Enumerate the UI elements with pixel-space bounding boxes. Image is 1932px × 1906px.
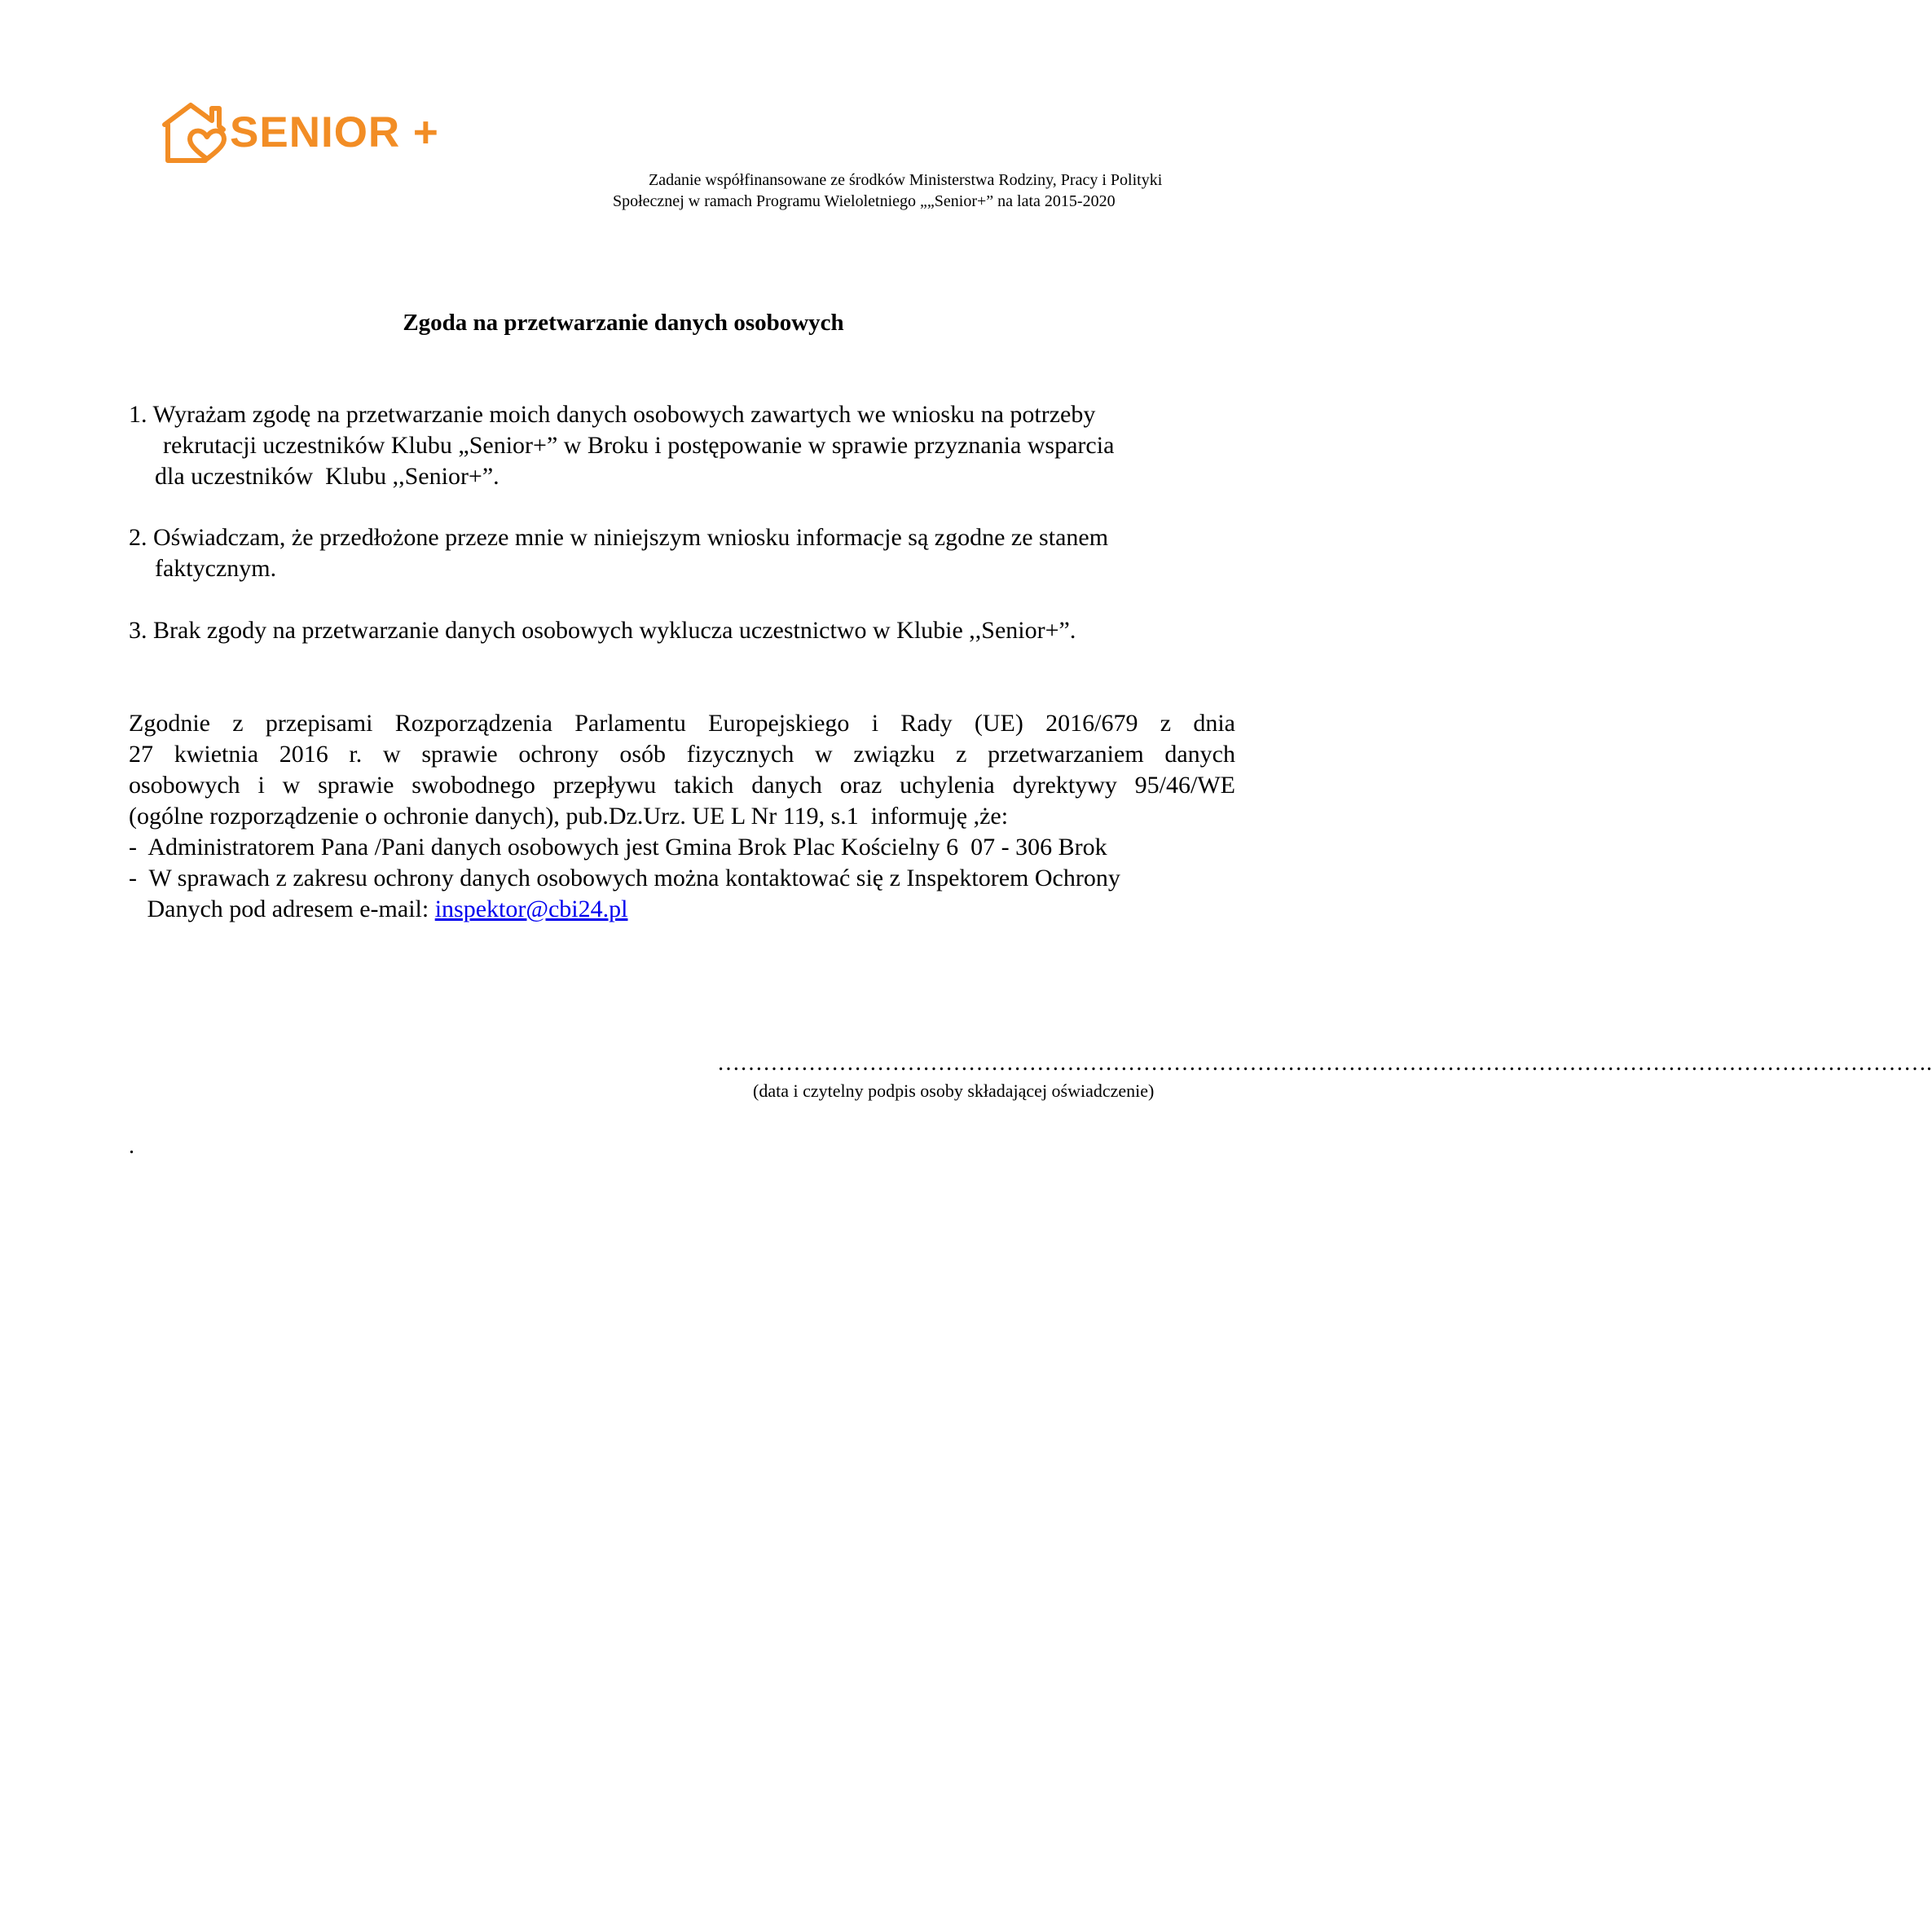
consent-item-2	[129, 522, 1108, 584]
house-heart-icon	[158, 99, 228, 165]
funding-note-line: Zadanie współfinansowane ze środków Ministerstwa Rodziny, Pracy i Polityki	[649, 171, 1163, 189]
gdpr-line: - W sprawach z zakresu ochrony danych osobowych można kontaktować się z Inspektorem Ochrony	[129, 865, 1120, 891]
gdpr-line: osobowych i w sprawie swobodnego przepływu takich danych oraz uchylenia dyrektywy 95/46/WE	[129, 772, 1235, 799]
consent-item-line: 2. Oświadczam, że przedłożone przeze mnie w niniejszym wniosku informacje są zgodne ze stanem	[129, 524, 1109, 551]
signature-line: …………………………………………………………………………………………………………………………………………….	[717, 1050, 1932, 1076]
gdpr-line: - Administratorem Pana /Pani danych osobowych jest Gmina Brok Plac Kościelny 6 07 - 306 Brok	[129, 834, 1107, 861]
consent-item-line: 3. Brak zgody na przetwarzanie danych osobowych wyklucza uczestnictwo w Klubie ,,Senior+”.	[129, 617, 1076, 644]
consent-item-3	[129, 615, 1076, 646]
consent-item-line: dla uczestników Klubu ,,Senior+”.	[155, 463, 500, 490]
consent-item-line: rekrutacji uczestników Klubu „Senior+” w Broku i postępowanie w sprawie przyznania wsparcia	[163, 432, 1115, 459]
gdpr-line: (ogólne rozporządzenie o ochronie danych), pub.Dz.Urz. UE L Nr 119, s.1 informuję ,że:	[129, 803, 1009, 830]
email-link[interactable]: inspektor@cbi24.pl	[434, 896, 628, 922]
document-title: Zgoda na przetwarzanie danych osobowych	[403, 310, 844, 336]
gdpr-contact-prefix: Danych pod adresem e-mail:	[129, 896, 435, 922]
funding-note-line: Społecznej w ramach Programu Wieloletniego „„Senior+” na lata 2015-2020	[613, 192, 1116, 210]
consent-item-1	[129, 399, 1114, 492]
consent-item-line: 1. Wyrażam zgodę na przetwarzanie moich danych osobowych zawartych we wniosku na potrzeby	[129, 401, 1096, 428]
signature-caption: (data i czytelny podpis osoby składającej oświadczenie)	[753, 1081, 1155, 1101]
gdpr-line: Zgodnie z przepisami Rozporządzenia Parlamentu Europejskiego i Rady (UE) 2016/679 z dnia	[129, 710, 1235, 737]
trailing-mark: .	[129, 1133, 134, 1159]
gdpr-line: 27 kwietnia 2016 r. w sprawie ochrony osób fizycznych w związku z przetwarzaniem danych	[129, 741, 1235, 768]
logo-text: SENIOR +	[230, 108, 439, 156]
funding-note	[613, 169, 1248, 212]
gdpr-notice	[129, 708, 1235, 925]
gdpr-contact-line	[129, 894, 1235, 925]
consent-item-line: faktycznym.	[155, 555, 277, 582]
senior-plus-logo	[158, 98, 439, 166]
